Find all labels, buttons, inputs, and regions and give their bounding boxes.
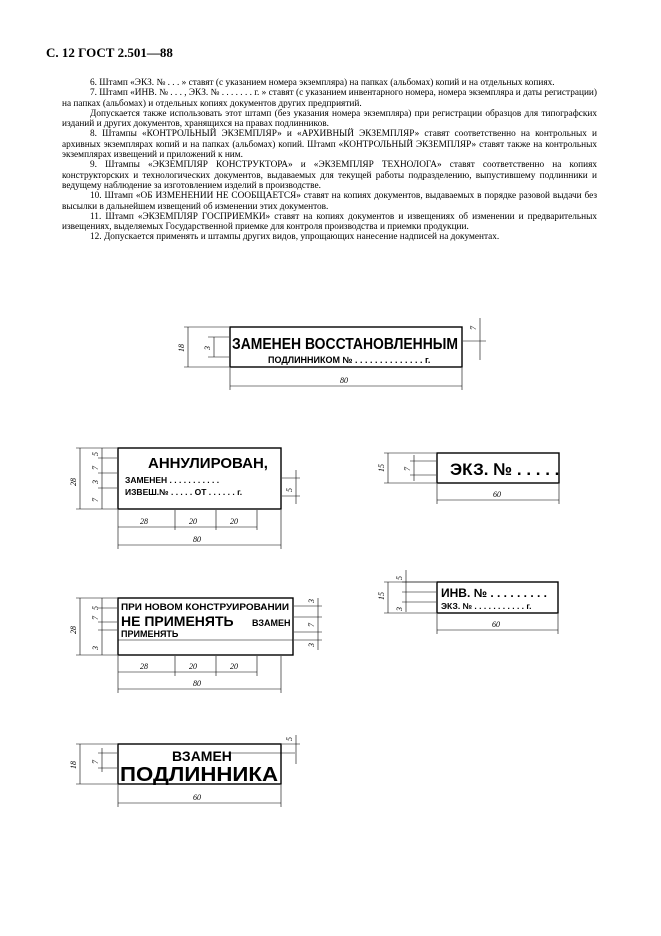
paragraph: 10. Штамп «ОБ ИЗМЕНЕНИИ НЕ СООБЩАЕТСЯ» ставят на копиях документов, выдаваемых в порядке разовой выдачи без высылки в дальнейшем извещений об изменении этих документов. <box>62 191 597 212</box>
dim-col3: 20 <box>230 662 238 671</box>
stamp-line2: ПОДЛИННИКОМ № . . . . . . . . . . . . . . г. <box>268 355 431 365</box>
dim-width: 60 <box>492 620 500 629</box>
stamp-line2: ЭКЗ. № . . . . . . . . . . . г. <box>441 601 532 611</box>
stamp-cancelled <box>69 448 300 549</box>
dim-a: 5 <box>395 576 404 580</box>
dim-a: 5 <box>91 606 100 610</box>
dim-height: 28 <box>69 478 78 486</box>
paragraph: Допускается также использовать этот штамп (без указания номера экземпляра) при регистрации образцов для типографских изданий и других документов, хранящихся на правах подлинников. <box>62 108 597 130</box>
stamp-row2: ИЗВЕШ.№ . . . . . ОТ . . . . . . г. <box>125 487 243 497</box>
dim-r1: 3 <box>307 599 316 603</box>
dim-b: 7 <box>469 326 478 330</box>
dim-c: 3 <box>91 480 100 484</box>
dim-col2: 20 <box>189 517 197 526</box>
dim-height: 15 <box>377 592 386 600</box>
dim-col1: 28 <box>140 517 148 526</box>
dim-b: 7 <box>91 466 100 470</box>
dim-width: 80 <box>340 376 348 385</box>
page-header: С. 12 ГОСТ 2.501—88 <box>46 45 173 60</box>
dim-height: 28 <box>69 626 78 634</box>
dim-height: 15 <box>377 464 386 472</box>
dim-width: 60 <box>493 490 501 499</box>
stamp-new-design <box>69 598 322 693</box>
dim-width: 80 <box>193 679 201 688</box>
dim-a: 7 <box>91 760 100 764</box>
dim-r: 5 <box>285 737 294 741</box>
paragraph: 11. Штамп «ЭКЗЕМПЛЯР ГОСПРИЕМКИ» ставят на копиях документов и извещениях об изменении и предварительных извещениях, выделяемых Государственной приемке для контроля производства и приемки продукции. <box>62 211 597 233</box>
stamp-replaced-restored <box>177 318 486 390</box>
stamp-line1: ЗАМЕНЕН ВОССТАНОВЛЕННЫМ <box>232 336 458 353</box>
stamp-inventory-number <box>377 570 558 634</box>
dim-a: 3 <box>203 346 212 350</box>
stamp-line1: ПРИ НОВОМ КОНСТРУИРОВАНИИ <box>121 602 290 613</box>
dim-height: 18 <box>177 344 186 352</box>
dim-width: 80 <box>193 535 201 544</box>
dim-e: 5 <box>285 488 294 492</box>
dim-b: 3 <box>395 607 404 611</box>
stamp-line2: НЕ ПРИМЕНЯТЬ <box>121 613 234 629</box>
paragraph: 9. Штампы «ЭКЗЕМПЛЯР КОНСТРУКТОРА» и «ЭКЗЕМПЛЯР ТЕХНОЛОГА» ставят соответственно на копиях конструкторских и технологических документов, выдаваемых для текущей работы подразделению, выпустившему подлинники и ведущему наблюдение за изготовлением изделий в производстве. <box>62 160 597 191</box>
stamp-instead-of-original <box>69 735 300 807</box>
paragraph: 12. Допускается применять и штампы других видов, упрощающих нанесение надписей на документах. <box>90 232 500 243</box>
paragraph: 7. Штамп «ИНВ. № . . . , ЭКЗ. № . . . . . . . г. » ставят (с указанием инвентарного номера, номера экземпляра и даты регистрации) на папках (альбомах) и отдельных копиях документов других предприятий. <box>62 88 597 109</box>
dim-col1: 28 <box>140 662 148 671</box>
stamp-copy-number <box>377 453 559 504</box>
dim-r3: 3 <box>307 643 316 647</box>
stamp-line1: ВЗАМЕН <box>172 748 232 764</box>
stamp-text: ЭКЗ. № . . . . . <box>450 460 560 479</box>
dim-col3: 20 <box>230 517 238 526</box>
paragraph: 6. Штамп «ЭКЗ. № . . . » ставят (с указанием номера экземпляра) на папках (альбомах) копий и на отдельных копиях. <box>90 78 555 88</box>
stamp-line2: ПОДЛИННИКА <box>120 764 278 786</box>
dim-a: 7 <box>403 467 412 471</box>
dim-width: 60 <box>193 793 201 802</box>
dim-col2: 20 <box>189 662 197 671</box>
dim-a: 5 <box>91 452 100 456</box>
stamp-line1: ИНВ. № . . . . . . . . . <box>441 586 548 600</box>
dim-c: 3 <box>91 646 100 650</box>
stamp-row1: ЗАМЕНЕН . . . . . . . . . . . <box>125 475 220 485</box>
dim-height: 18 <box>69 761 78 769</box>
dim-b: 7 <box>91 616 100 620</box>
stamp-line2b: ВЗАМЕН <box>252 618 291 628</box>
stamp-line3: ПРИМЕНЯТЬ <box>121 629 179 639</box>
stamp-title: АННУЛИРОВАН, <box>148 455 268 472</box>
paragraph: 8. Штампы «КОНТРОЛЬНЫЙ ЭКЗЕМПЛЯР» и «АРХИВНЫЙ ЭКЗЕМПЛЯР» ставят соответственно на контрольных и архивных экземплярах копий и на папках (альбомах) копий. Штамп «КОНТРОЛЬНЫЙ ЭКЗЕМПЛЯР» ставят также на контрольных экземплярах извещений и приложений к ним. <box>62 129 597 161</box>
dim-d: 7 <box>91 498 100 502</box>
dim-r2: 7 <box>307 623 316 627</box>
